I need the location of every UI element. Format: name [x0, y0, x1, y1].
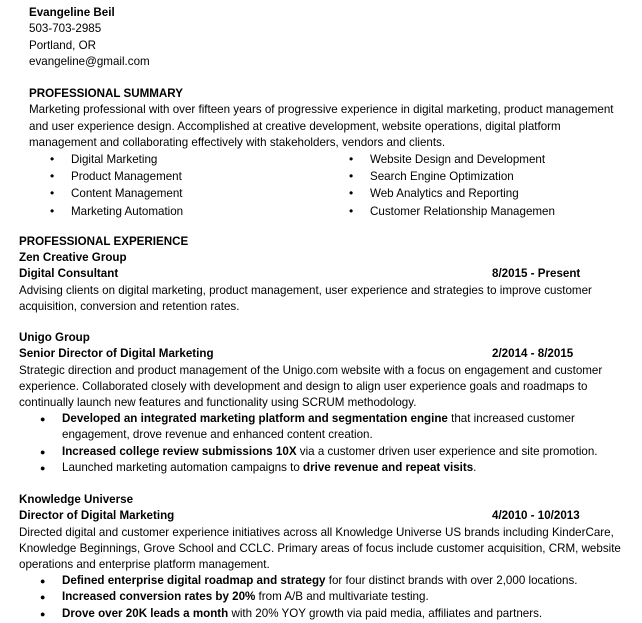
achievement-item [62, 589, 622, 605]
achievement-pre: Launched marketing automation campaigns to [62, 460, 304, 474]
summary-heading: PROFESSIONAL SUMMARY [29, 87, 183, 100]
achievement-detail: for four distinct brands with over 2,000 locations. [325, 574, 578, 587]
candidate-name: Evangeline Beil [29, 6, 115, 19]
company-name: Unigo Group [19, 331, 90, 344]
skill-item: • Content Management [71, 185, 183, 202]
job-entry [19, 492, 624, 573]
job-dates: 8/2015 - Present [492, 267, 581, 281]
summary-section [29, 86, 629, 151]
job-entry [19, 330, 624, 411]
achievement-detail: via a customer driven user experience and site promotion. [296, 444, 598, 458]
skill-item: • Website Design and Development [370, 151, 555, 168]
job-description: Strategic direction and product management of the Unigo.com website with a focus on engagement and customer experience. Collaborated closely with development and design to align user experience goals and roadmaps to continually launch new features and functionality using SCRUM methodology. [19, 363, 603, 410]
skills-list-right [370, 151, 555, 220]
achievement-detail: that increased customer engagement, drove revenue and enhanced content creation. [62, 412, 575, 442]
job-title: Digital Consultant [19, 267, 119, 281]
job-description: Advising clients on digital marketing, product management, user experience and strategies to improve customer acquisition, conversion and retention rates. [19, 283, 592, 313]
achievement-item [62, 573, 622, 589]
achievement-highlight: Increased college review submissions 10X [62, 444, 297, 458]
location: Portland, OR [29, 38, 97, 52]
company-name: Knowledge Universe [19, 493, 134, 506]
experience-heading: PROFESSIONAL EXPERIENCE [19, 235, 189, 248]
achievements-list [62, 411, 622, 476]
phone-number: 503-703-2985 [29, 22, 102, 36]
email-address: evangeline@gmail.com [29, 54, 150, 68]
achievement-highlight: Developed an integrated marketing platform and segmentation engine [62, 412, 448, 425]
skill-item: • Customer Relationship Managemen [370, 203, 555, 220]
contact-block [29, 5, 150, 70]
achievement-item [62, 411, 622, 444]
skill-item: • Product Management [71, 168, 183, 185]
skill-item: • Marketing Automation [71, 203, 183, 220]
achievement-highlight: Drove over 20K leads a month [62, 606, 229, 620]
skill-item: • Search Engine Optimization [370, 168, 555, 185]
job-dates: 2/2014 - 8/2015 [492, 347, 574, 361]
achievement-highlight: drive revenue and repeat visits [303, 460, 474, 474]
skill-item: • Digital Marketing [71, 151, 183, 168]
summary-text: Marketing professional with over fifteen years of progressive experience in digital marketing, product management and user experience design. Accomplished at creative development, website operations, digital platform management and collaborating effectively with stakeholders, vendors and clients. [29, 103, 614, 149]
skill-item: • Web Analytics and Reporting [370, 185, 555, 202]
achievement-detail: with 20% YOY growth via paid media, affiliates and partners. [228, 606, 543, 620]
achievement-highlight: Defined enterprise digital roadmap and strategy [62, 574, 326, 587]
skills-list-left [71, 151, 183, 220]
job-dates: 4/2010 - 10/2013 [492, 509, 580, 523]
achievement-item [62, 606, 622, 622]
achievement-item [62, 444, 622, 460]
achievement-item [62, 460, 622, 476]
job-entry [19, 250, 624, 315]
company-name: Zen Creative Group [19, 251, 127, 264]
job-description: Directed digital and customer experience initiatives across all Knowledge Universe US brands including KinderCare, Knowledge Beginnings, Grove School and CCLC. Primary areas of focus include customer acquisition, CRM, website operations and enterprise platform management. [19, 525, 621, 572]
achievements-list [62, 573, 622, 622]
job-title: Director of Digital Marketing [19, 509, 175, 523]
achievement-detail: from A/B and multivariate testing. [255, 590, 429, 604]
achievement-highlight: Increased conversion rates by 20% [62, 590, 256, 604]
job-title: Senior Director of Digital Marketing [19, 347, 214, 361]
achievement-detail: . [473, 460, 477, 474]
